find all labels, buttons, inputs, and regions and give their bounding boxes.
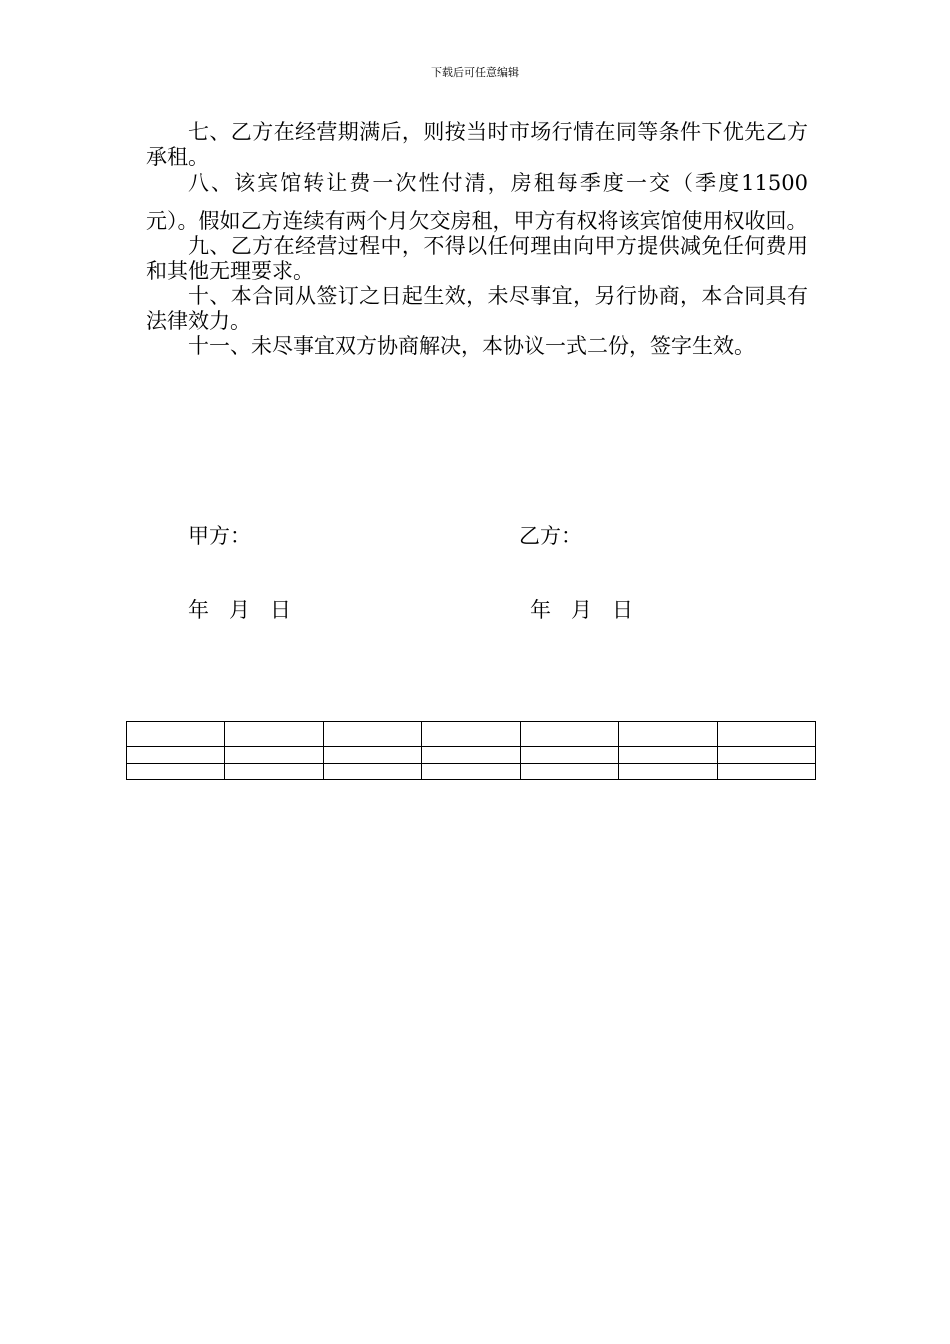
clause-7: 七、乙方在经营期满后，则按当时市场行情在同等条件下优先乙方承租。 — [146, 120, 808, 169]
table-cell — [323, 722, 421, 747]
table-cell — [422, 722, 520, 747]
clause-10: 十、本合同从签订之日起生效，未尽事宜，另行协商，本合同具有法律效力。 — [146, 284, 808, 333]
table-cell — [619, 764, 717, 780]
table-row — [127, 722, 816, 747]
header-note: 下载后可任意编辑 — [431, 66, 519, 79]
table-row — [127, 764, 816, 780]
table-cell — [422, 747, 520, 764]
contract-body — [146, 120, 808, 359]
table-cell — [225, 764, 323, 780]
table-cell — [127, 764, 225, 780]
clause-9: 九、乙方在经营过程中，不得以任何理由向甲方提供减免任何费用和其他无理要求。 — [146, 234, 808, 283]
table-cell — [127, 722, 225, 747]
party-b-date: 年 月 日 — [530, 598, 634, 622]
clause-11: 十一、未尽事宜双方协商解决，本协议一式二份，签字生效。 — [188, 334, 755, 358]
table-cell — [717, 764, 815, 780]
party-b-label: 乙方： — [519, 524, 582, 548]
table-cell — [520, 722, 618, 747]
table-cell — [717, 722, 815, 747]
clause-8: 八、该宾馆转让费一次性付清，房租每季度一交（季度11500元）。假如乙方连续有两个月欠交房租，甲方有权将该宾馆使用权收回。 — [146, 171, 808, 233]
table-cell — [127, 747, 225, 764]
table-cell — [619, 722, 717, 747]
table-cell — [323, 747, 421, 764]
table-cell — [619, 747, 717, 764]
table-cell — [422, 764, 520, 780]
table-cell — [520, 764, 618, 780]
table-cell — [520, 747, 618, 764]
footer-table — [126, 721, 816, 780]
table-cell — [225, 722, 323, 747]
table-row — [127, 747, 816, 764]
party-a-date: 年 月 日 — [188, 598, 292, 622]
table-cell — [717, 747, 815, 764]
table-cell — [225, 747, 323, 764]
table-cell — [323, 764, 421, 780]
party-a-label: 甲方： — [188, 524, 251, 548]
